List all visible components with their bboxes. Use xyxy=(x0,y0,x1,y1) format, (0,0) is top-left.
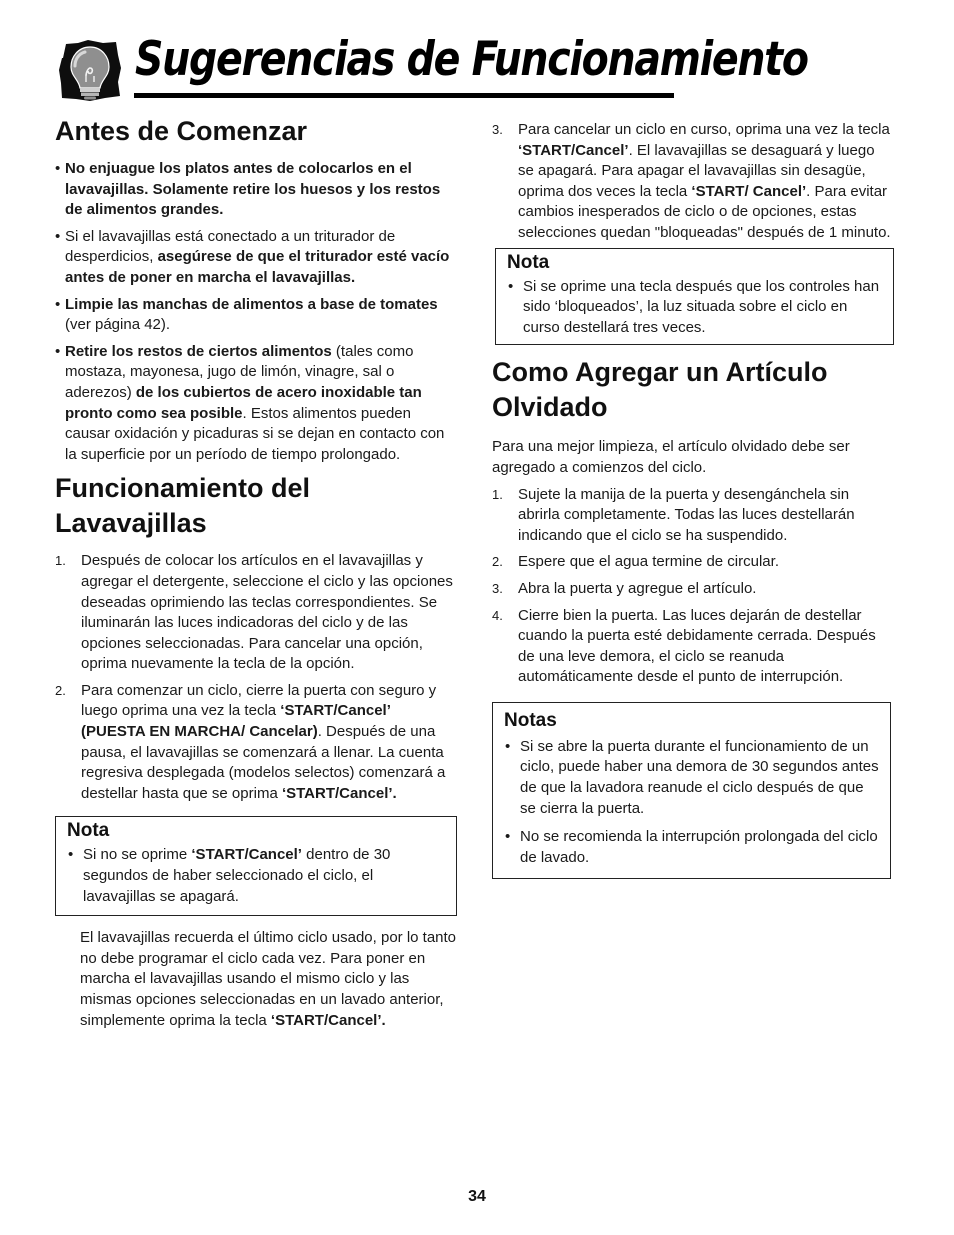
page-number: 34 xyxy=(468,1188,486,1205)
section-antes-de-comenzar xyxy=(55,114,457,465)
note-title: Nota xyxy=(507,251,550,273)
numbered-list xyxy=(55,551,457,804)
bullet-item: • No enjuague los platos antes de colocarlos en el lavavajillas. Solamente retire los huesos y los restos de alimentos grandes. xyxy=(55,159,457,221)
note-box xyxy=(55,816,457,916)
note-title: Notas xyxy=(504,709,557,731)
notes-box xyxy=(492,702,891,880)
list-item: 2. Para comenzar un ciclo, cierre la puerta con seguro y luego oprima una vez la tecla ‘START/Cancel’ (PUESTA EN MARCHA/ Cancelar). Después de una pausa, el lavavajillas se comenzará a llenar. La cuenta regresiva desplegada (modelos selectos) comenzará a destellar hasta que se oprima ‘START/Cancel’. xyxy=(55,681,446,802)
bullet-list xyxy=(55,159,457,465)
section-heading: Antes de Comenzar xyxy=(55,116,308,146)
note-item: • Si no se oprime ‘START/Cancel’ dentro de 30 segundos de haber seleccionado el ciclo, el lavavajillas se apagará. xyxy=(67,845,446,907)
lightbulb-icon xyxy=(58,38,122,102)
note-list xyxy=(504,737,880,869)
list-item: 1. Después de colocar los artículos en el lavavajillas y agregar el detergente, seleccione el ciclo y las opciones deseadas oprimiendo las teclas correspondientes. Se iluminarán las luces indicadoras del ciclo y de las opciones seleccionadas. Para cancelar una opción, oprima nuevamente la tecla de la opción. xyxy=(55,552,453,673)
note-list xyxy=(507,277,883,339)
note-box xyxy=(495,248,894,346)
bullet-item: • Retire los restos de ciertos alimentos (tales como mostaza, mayonesa, jugo de limón, vinagre, sal o aderezos) de los cubiertos de acero inoxidable tan pronto como sea posible. Estos alimentos pueden causar oxidación y picaduras si se dejan en contacto con la superficie por un período de tiempo prolongado. xyxy=(55,342,457,466)
list-item: 3. Para cancelar un ciclo en curso, oprima una vez la tecla ‘START/Cancel’. El lavavajillas se desaguará y luego se apagará. Para apagar el lavavajillas sin desagüe, oprima dos veces la tecla ‘START/ Cancel’. Para evitar cambios inesperados de ciclo o de opciones, estas selecciones quedan "bloqueadas" después de 1 minuto. xyxy=(492,121,891,241)
note-item: • Si se oprime una tecla después que los controles han sido ‘bloqueados’, la luz situada sobre el ciclo en curso destellará tres veces. xyxy=(507,277,883,339)
page-header xyxy=(58,30,808,102)
section-heading: Como Agregar un Artículo Olvidado xyxy=(492,357,828,423)
bullet-item: • Si el lavavajillas está conectado a un triturador de desperdicios, asegúrese de que el triturador esté vacío antes de poner en marcha el lavavajillas. xyxy=(55,227,457,289)
page-title: Sugerencias de Funcionamiento xyxy=(135,32,808,87)
note-item: • No se recomienda la interrupción prolongada del ciclo de lavado. xyxy=(504,827,880,868)
numbered-list-continued xyxy=(492,120,894,244)
section-funcionamiento xyxy=(55,471,457,1031)
numbered-list xyxy=(492,485,894,688)
note-title: Nota xyxy=(67,820,110,842)
note-item: • Si se abre la puerta durante el funcionamiento de un ciclo, puede haber una demora de 30 segundos antes de que la lavadora reanude el ciclo después de que se cierra la puerta. xyxy=(504,737,880,819)
right-column xyxy=(492,120,894,879)
list-item: 2. Espere que el agua termine de circular. xyxy=(492,553,779,571)
list-item: 3. Abra la puerta y agregue el artículo. xyxy=(492,579,757,597)
left-column xyxy=(55,114,457,1031)
section-heading: Funcionamiento del Lavavajillas xyxy=(55,473,311,539)
list-item: 1. Sujete la manija de la puerta y desengánchela sin abrirla completamente. Todas las luces destellarán indicando que el ciclo se ha suspendido. xyxy=(492,485,855,544)
list-item: 4. Cierre bien la puerta. Las luces dejarán de destellar cuando la puerta esté debidamente cerrada. Después de una leve demora, el ciclo se reanuda automáticamente desde el punto de interrupción. xyxy=(492,606,876,686)
note-list xyxy=(67,845,446,907)
section-articulo-olvidado xyxy=(492,355,894,879)
bullet-item: • Limpie las manchas de alimentos a base de tomates (ver página 42). xyxy=(55,295,457,336)
intro-paragraph: Para una mejor limpieza, el artículo olvidado debe ser agregado a comienzos del ciclo. xyxy=(492,438,850,476)
title-underline xyxy=(134,93,674,98)
memory-paragraph: El lavavajillas recuerda el último ciclo usado, por lo tanto no debe programar el ciclo cada vez. Para poner en marcha el lavavajillas usando el mismo ciclo y las mismas opciones seleccionadas en un lavado anterior, simplemente oprima la tecla ‘START/Cancel’. xyxy=(80,929,457,1029)
